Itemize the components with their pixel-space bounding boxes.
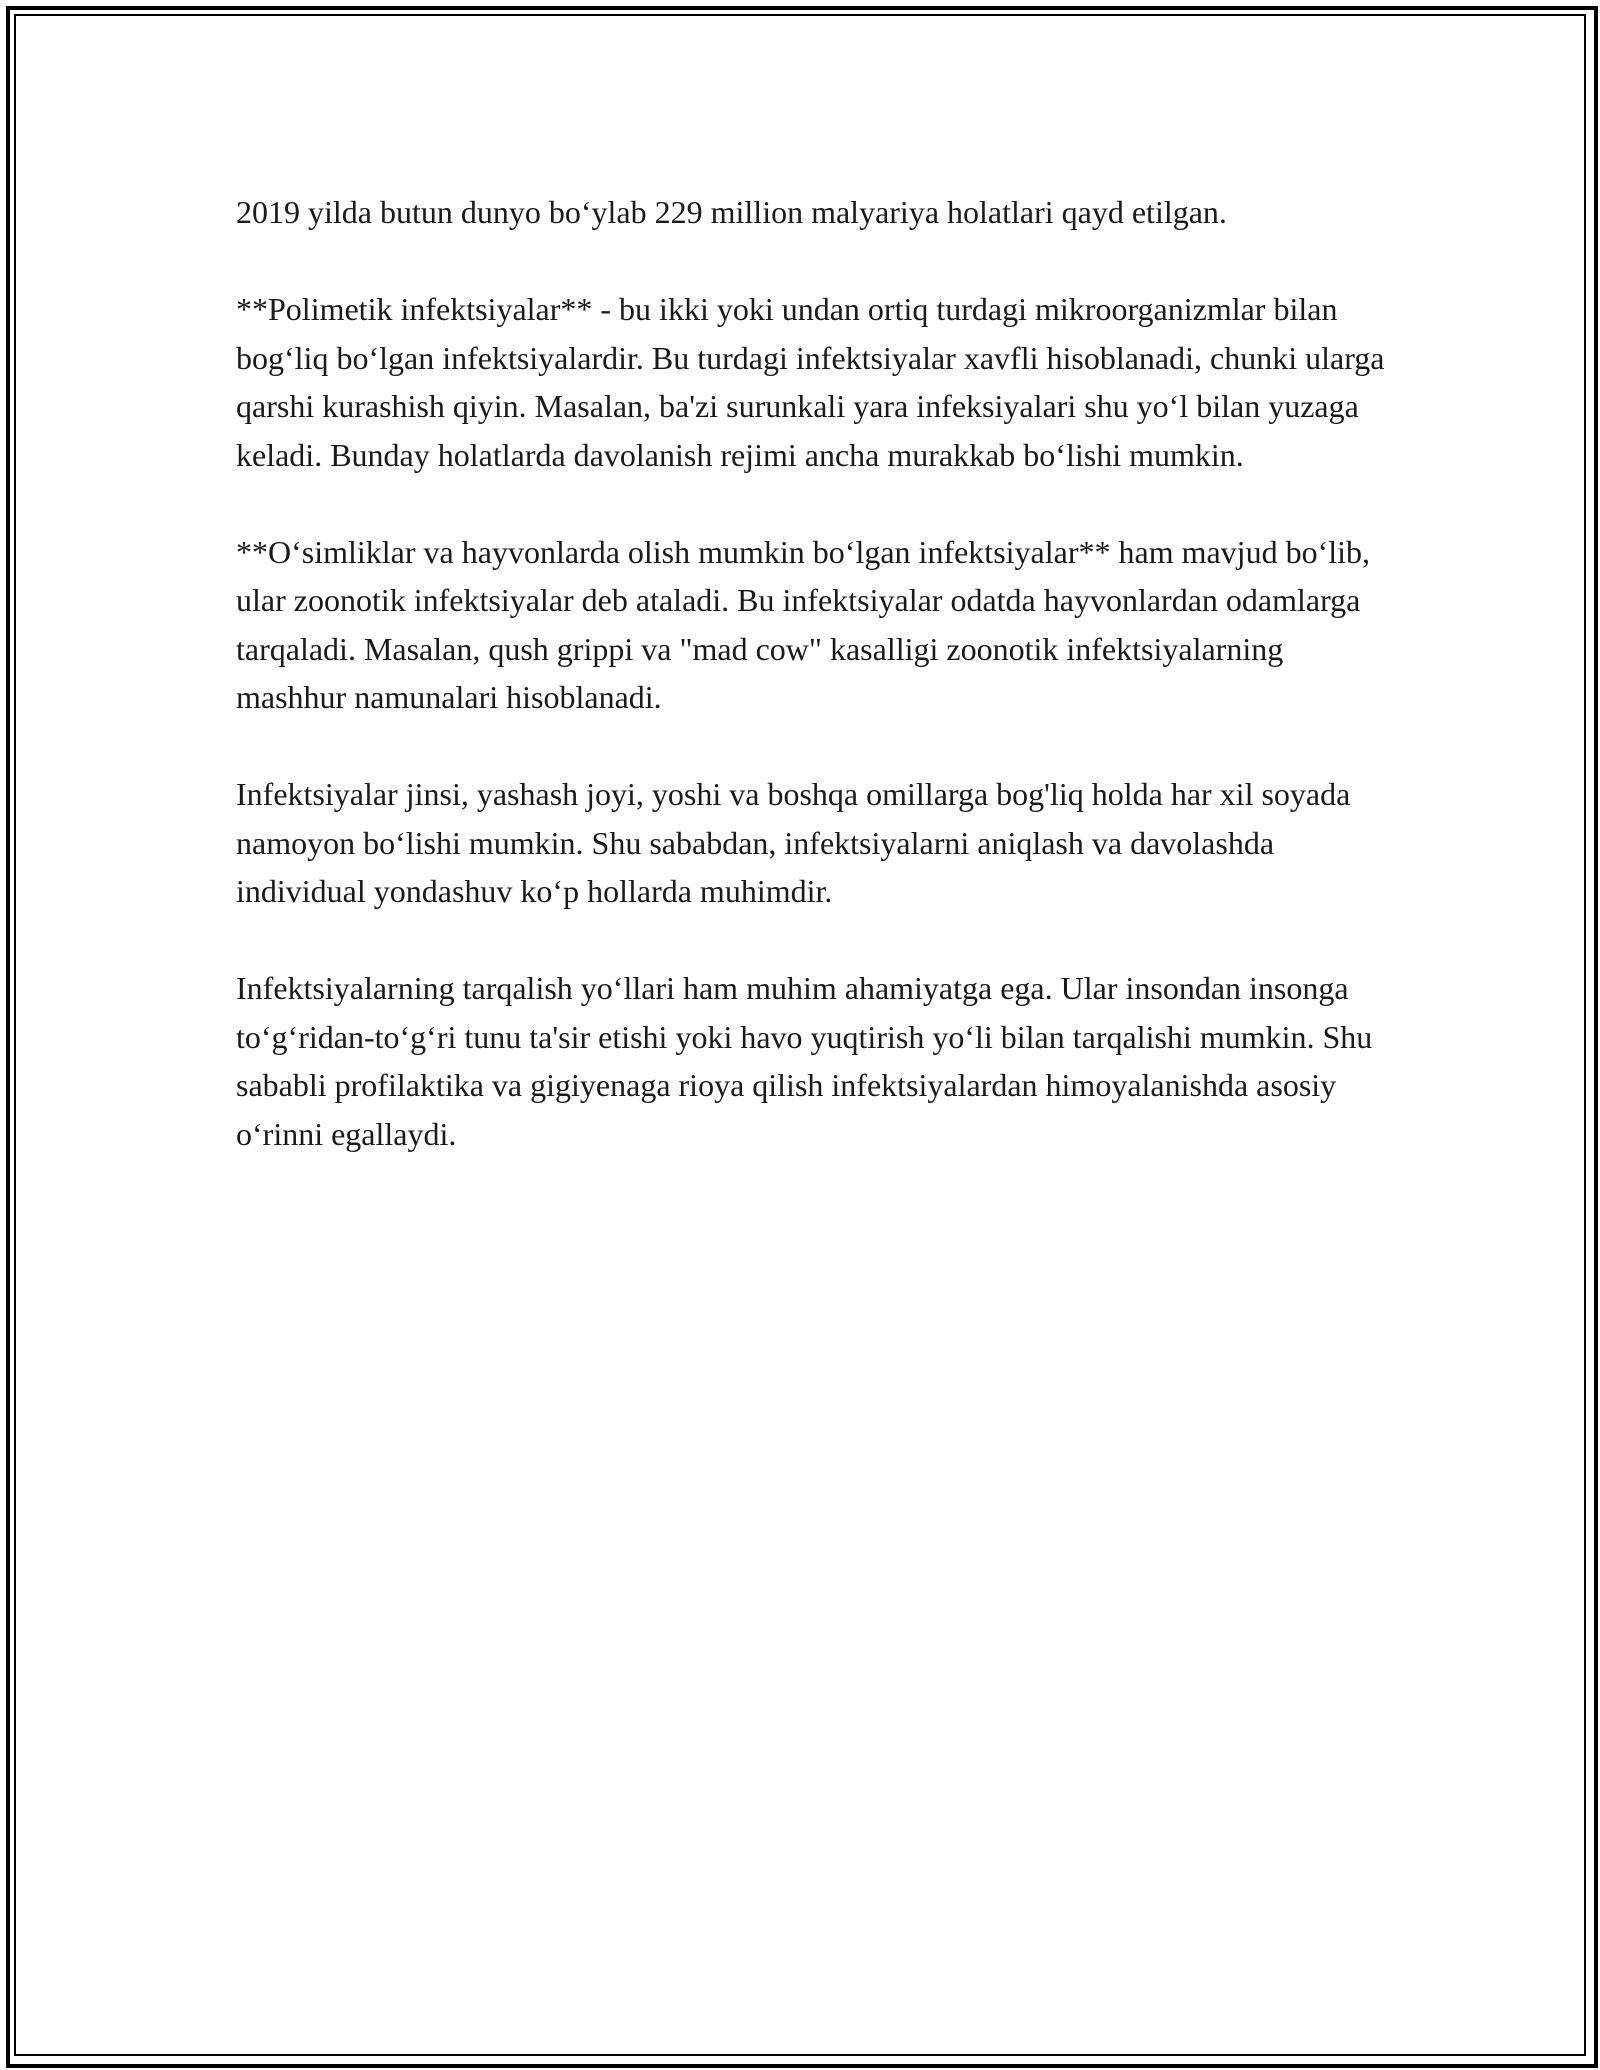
paragraph-polymicrobial-infections: **Polimetik infektsiyalar** - bu ikki yoki undan ortiq turdagi mikroorganizmlar bilan bog‘liq bo‘lgan infektsiyalardir. Bu turdagi infektsiyalar xavfli hisoblanadi, chunki ularga qarshi kurashish qiyin. Masalan, ba'zi surunkali yara infeksiyalari shu yo‘l bilan yuzaga keladi. Bunday holatlarda davolanish rejimi ancha murakkab bo‘lishi mumkin. [236, 291, 1385, 473]
document-body [236, 188, 1386, 1207]
paragraph-malaria-cases: 2019 yilda butun dunyo bo‘ylab 229 million malyariya holatlari qayd etilgan. [236, 194, 1227, 230]
paragraph-individual-approach: Infektsiyalar jinsi, yashash joyi, yoshi va boshqa omillarga bog'liq holda har xil soyada namoyon bo‘lishi mumkin. Shu sababdan, infektsiyalarni aniqlash va davolashda individual yondashuv ko‘p hollarda muhimdir. [236, 776, 1351, 909]
paragraph-transmission-routes: Infektsiyalarning tarqalish yo‘llari ham muhim ahamiyatga ega. Ular insondan insonga to‘g‘ridan-to‘g‘ri tunu ta'sir etishi yoki havo yuqtirish yo‘li bilan tarqalishi mumkin. Shu sababli profilaktika va gigiyenaga rioya qilish infektsiyalardan himoyalanishda asosiy o‘rinni egallaydi. [236, 970, 1373, 1152]
paragraph-zoonotic-infections: **O‘simliklar va hayvonlarda olish mumkin bo‘lgan infektsiyalar** ham mavjud bo‘lib, ular zoonotik infektsiyalar deb ataladi. Bu infektsiyalar odatda hayvonlardan odamlarga tarqaladi. Masalan, qush grippi va "mad cow" kasalligi zoonotik infektsiyalarning mashhur namunalari hisoblanadi. [236, 533, 1370, 715]
